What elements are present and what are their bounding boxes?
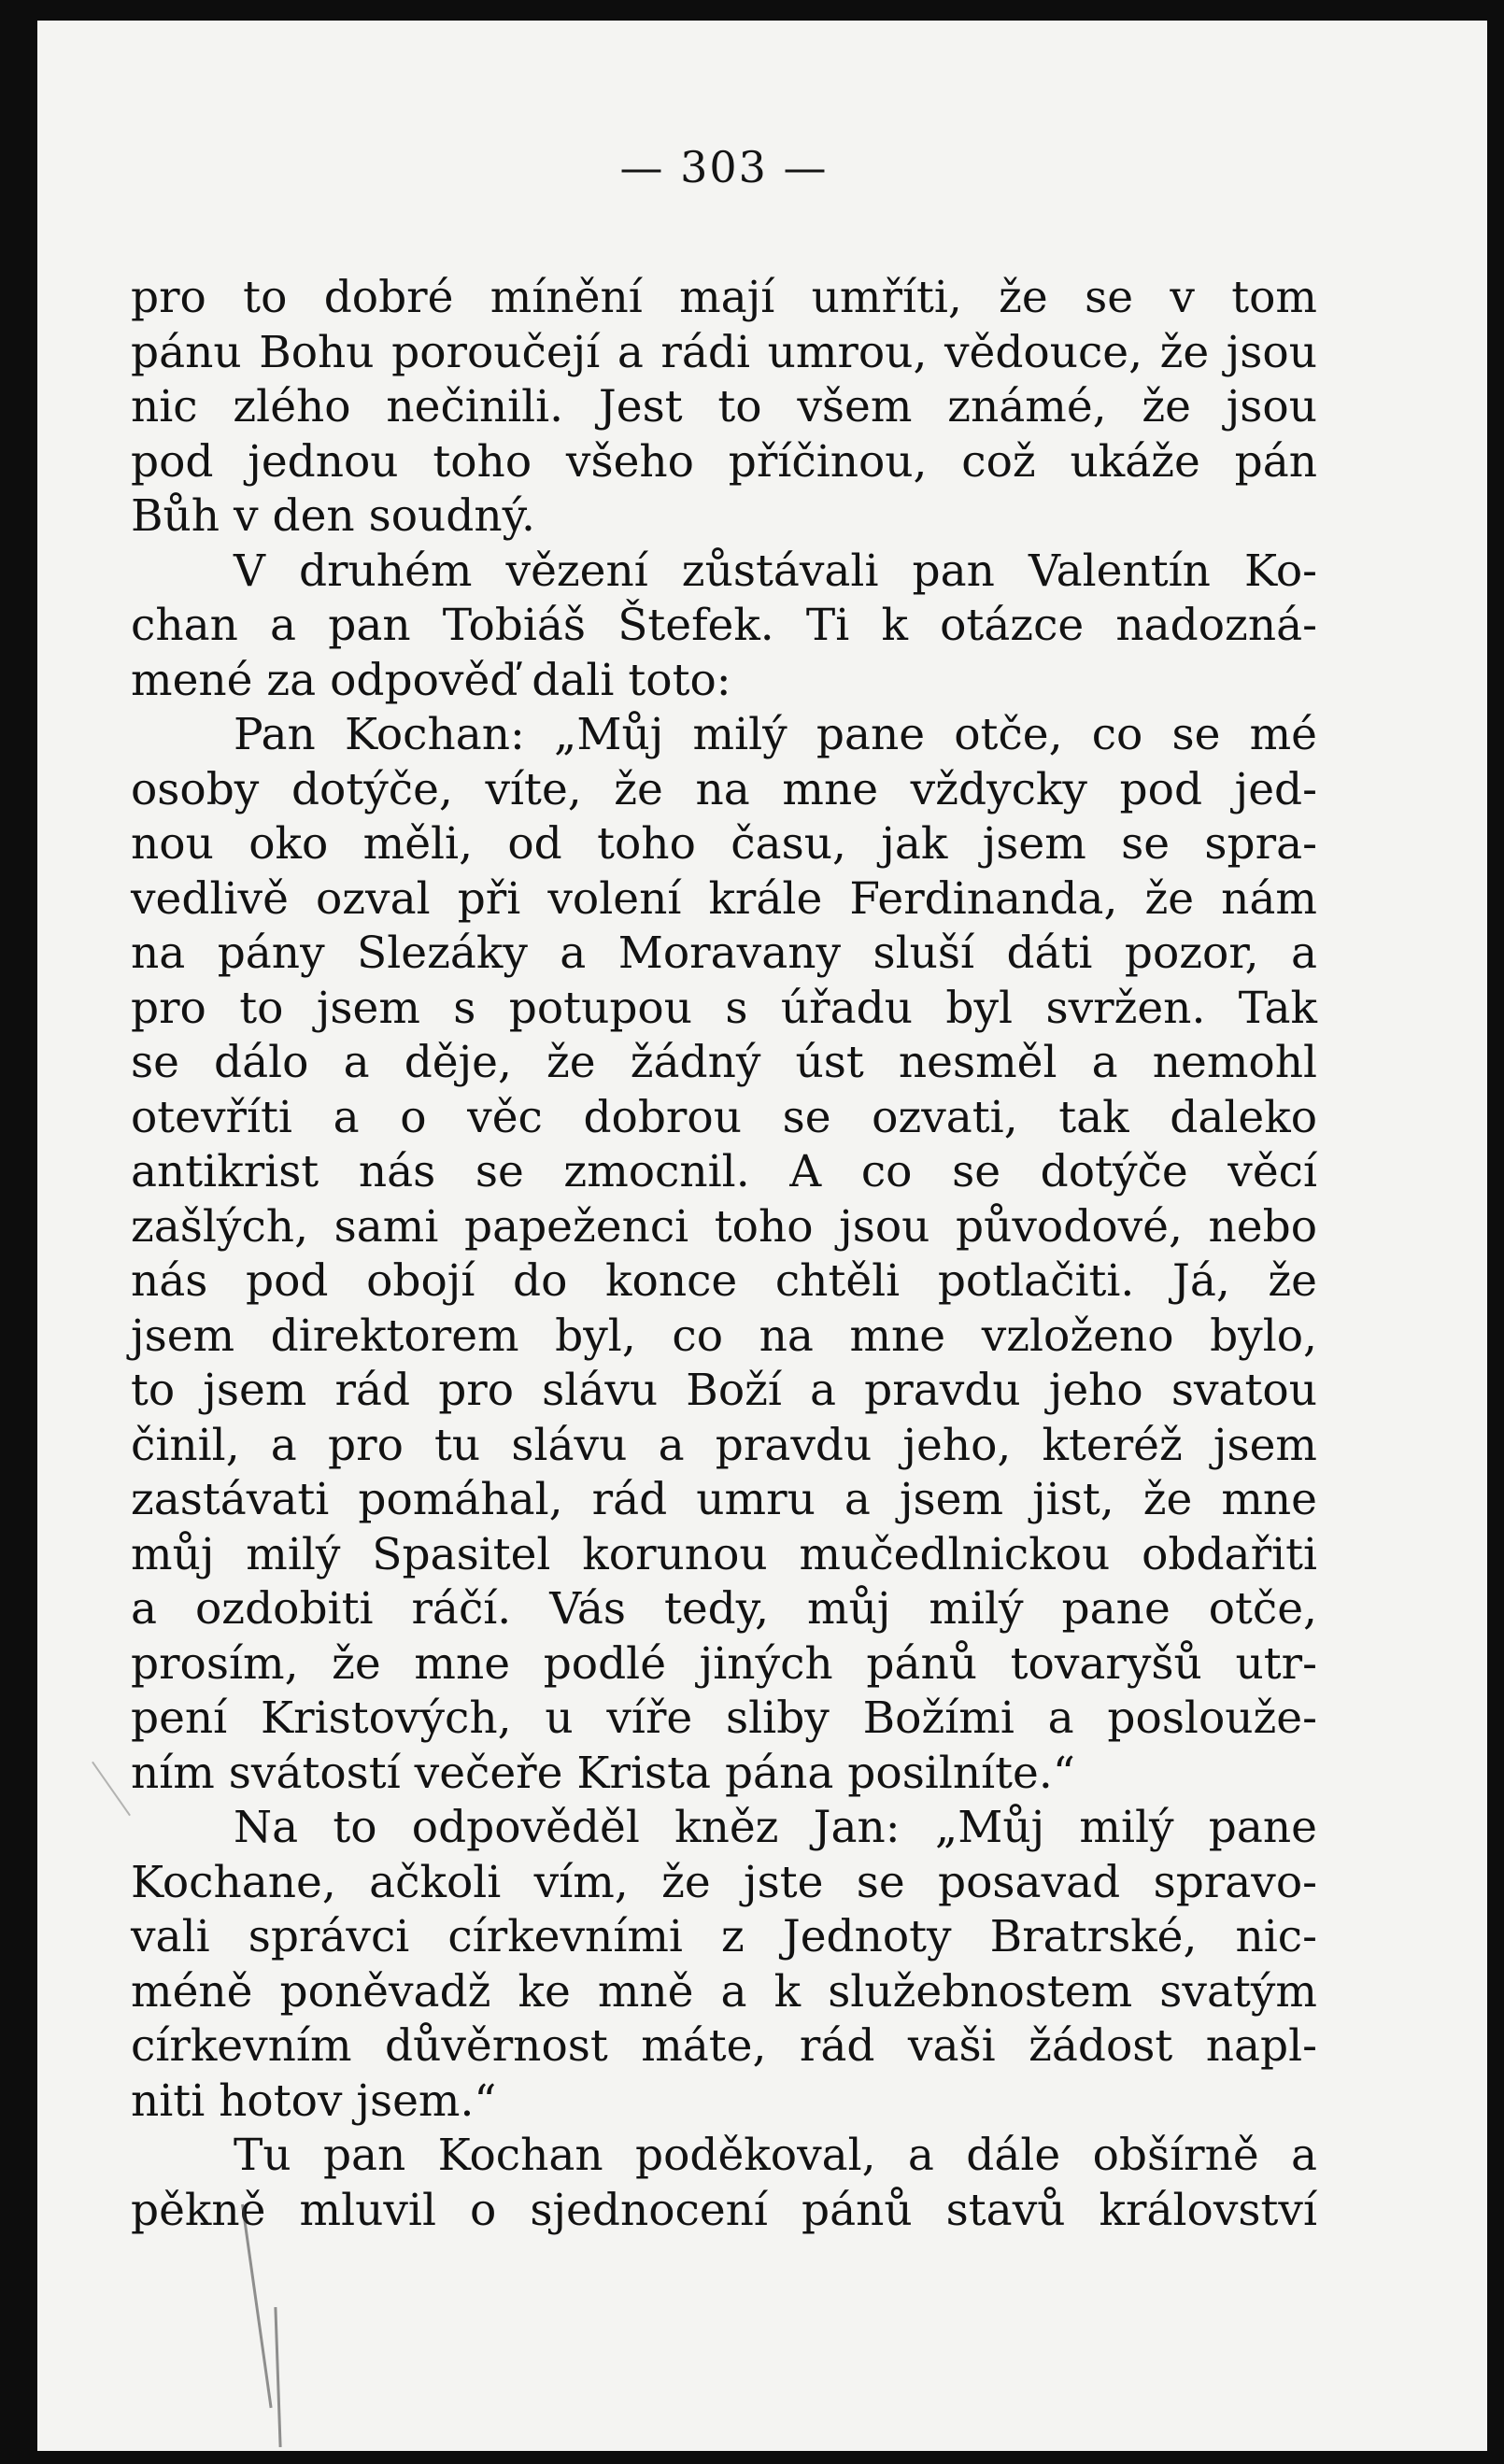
margin-pen-stroke <box>274 2307 281 2447</box>
text-line: niti hotov jsem.“ <box>131 2075 497 2127</box>
text-line: a ozdobiti ráčí. Vás tedy, můj milý pane otče, <box>131 1583 1317 1635</box>
text-line: pánu Bohu poroučejí a rádi umrou, vědouce, že jsou <box>131 326 1317 378</box>
text-line: pení Kristových, u víře sliby Božími a poslouže- <box>131 1692 1317 1744</box>
text-line: se dálo a děje, že žádný úst nesměl a nemohl <box>131 1037 1317 1088</box>
text-line: otevříti a o věc dobrou se ozvati, tak daleko <box>131 1091 1317 1143</box>
text-line: pro to jsem s potupou s úřadu byl svržen. Tak <box>131 982 1317 1034</box>
page-number: — 303 — <box>619 142 829 192</box>
text-line: prosím, že mne podlé jiných pánů tovaryšů utr- <box>131 1637 1317 1690</box>
text-line: mené za odpověď dali toto: <box>131 654 731 706</box>
text-line: činil, a pro tu slávu a pravdu jeho, kteréž jsem <box>131 1419 1317 1471</box>
text-line: vedlivě ozval při volení krále Ferdinanda, že nám <box>131 872 1317 925</box>
text-line: zastávati pomáhal, rád umru a jsem jist, že mne <box>131 1474 1317 1525</box>
text-line: pěkně mluvil o sjednocení pánů stavů království <box>131 2184 1317 2236</box>
text-line: osoby dotýče, víte, že na mne vždycky pod jed- <box>131 763 1317 815</box>
scan-border-top <box>0 0 1504 21</box>
text-line: chan a pan Tobiáš Štefek. Ti k otázce nadozná- <box>131 600 1317 651</box>
paragraph-start-line: Na to odpověděl kněz Jan: „Můj milý pane <box>234 1802 1317 1853</box>
scan-border-bottom <box>0 2451 1504 2464</box>
text-line: nic zlého nečinili. Jest to všem známé, že jsou <box>131 381 1317 432</box>
text-line: antikrist nás se zmocnil. A co se dotýče věcí <box>131 1146 1317 1197</box>
paragraph-start-line: Tu pan Kochan poděkoval, a dále obšírně a <box>234 2130 1317 2181</box>
text-line: to jsem rád pro slávu Boží a pravdu jeho svatou <box>131 1365 1317 1416</box>
paragraph-start-line: Pan Kochan: „Můj milý pane otče, co se mé <box>234 709 1317 760</box>
text-line: na pány Slezáky a Moravany sluší dáti pozor, a <box>131 928 1317 979</box>
text-line: nou oko měli, od toho času, jak jsem se spra- <box>131 818 1317 870</box>
text-line: Kochane, ačkoli vím, že jste se posavad spravo- <box>131 1856 1317 1908</box>
text-line: církevním důvěrnost máte, rád vaši žádost napl- <box>131 2020 1317 2072</box>
text-line: vali správci církevními z Jednoty Bratrské, nic- <box>131 1911 1317 1962</box>
body-text <box>131 271 1317 2238</box>
text-line: méně poněvadž ke mně a k služebnostem svatým <box>131 1965 1317 2018</box>
text-line: pod jednou toho všeho příčinou, což ukáže pán <box>131 435 1317 488</box>
text-line: můj milý Spasitel korunou mučedlnickou obdařiti <box>131 1528 1317 1580</box>
text-line: Bůh v den soudný. <box>131 490 535 542</box>
text-line: ním svátostí večeře Krista pána posilníte.“ <box>131 1747 1075 1799</box>
scan-border-left <box>0 0 37 2464</box>
text-line: pro to dobré mínění mají umříti, že se v tom <box>131 272 1317 323</box>
text-line: jsem direktorem byl, co na mne vzloženo bylo, <box>131 1310 1317 1362</box>
scan-border-right <box>1487 0 1504 2464</box>
margin-pen-stroke <box>92 1762 131 1816</box>
paragraph-start-line: V druhém vězení zůstávali pan Valentín Ko- <box>234 545 1317 597</box>
text-line: zašlých, sami papeženci toho jsou původové, nebo <box>131 1200 1317 1253</box>
text-line: nás pod obojí do konce chtěli potlačiti. Já, že <box>131 1255 1317 1307</box>
